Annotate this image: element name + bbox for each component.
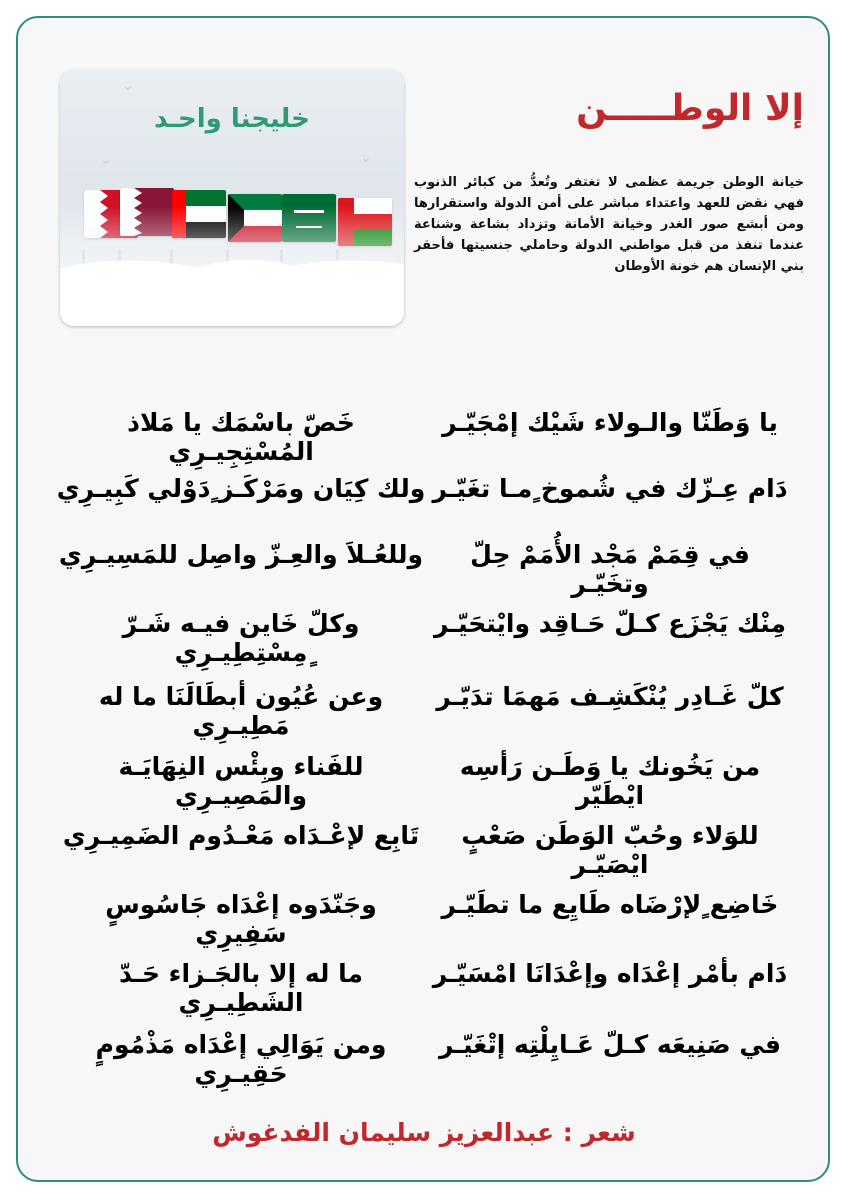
verse-right-hemistich: للوَلاء وحُبّ الوَطَن صَعْبٍ ايْصَيّـر — [461, 821, 759, 879]
verse-left-hemistich: للفَناء وبِئْس النِهَايَـة والمَصِيـرِي — [118, 752, 364, 810]
verse-row — [40, 1030, 808, 1088]
verse-right-hemistich: يا وَطَنّا والـولاء شَيْك إمْجَيّـر — [442, 408, 778, 437]
gulf-unity-banner — [60, 70, 404, 326]
banner-title: خليجنا واحـد — [154, 104, 310, 134]
bird-icon: ⌄ — [360, 150, 372, 166]
verse-left-hemistich: وجَنّدَوه إعْدَاه جَاسُوسٍ سَفِيرِي — [105, 890, 377, 948]
bird-icon: ⌄ — [100, 152, 112, 168]
verse-right-hemistich: في صَنِيعَه كـلّ عَـايِلْتِه إتْغَيّـر — [438, 1030, 782, 1059]
verse-left-hemistich: ولك كِيَان ومَرْكَـز ٍدَوْلي كَبِيـرِي — [56, 474, 426, 503]
verse-row — [40, 609, 808, 667]
intro-paragraph: خيانة الوطن جريمة عظمى لا تغتفر وتُعدُّ من كبائر الذنوب فهي نقض للعهد واعتداء مباشر على أمن الدولة واستقرارها ومن أبشع صور الغدر وخيانة الأمانة وتزداد بشاعة وشناعة عندما تنفذ من قبل مواطني الدولة وحاملي جنسيتها فأحقر بني الإنسان هم خونة الأوطان — [414, 175, 804, 274]
page-title: إلا الوطـــــن — [576, 88, 804, 129]
verse-right-hemistich: مِنْك يَجْزَع كـلّ حَـاقِد وايْتحَيّـر — [434, 609, 786, 638]
verse-row — [40, 682, 808, 740]
verse-left-hemistich: خَصّ باسْمَك يا مَلاذ المُسْتِجِيـرِي — [127, 408, 355, 466]
verse-right-hemistich: خَاضِع ٍلإرْضَاه طَايِع ما تطَيّـر — [441, 890, 779, 919]
verse-right-hemistich: دَام بأمْر إعْدَاه وإعْدَانَا امْسَيّـر — [432, 959, 788, 988]
verse-left-hemistich: تَابِع لإعْـدَاه مَعْـدُوم الضَمِيـرِي — [62, 821, 420, 850]
verse-right-hemistich: من يَخُونك يا وَطَـن رَأسِه ايْطَيّر — [459, 752, 761, 810]
verse-row — [40, 540, 808, 598]
verse-row — [40, 474, 808, 514]
bird-icon: ⌄ — [122, 78, 134, 94]
verse-left-hemistich: وكلّ خَاين فيـه شَـرّ ٍمِسْتِطِيـرِي — [122, 609, 360, 667]
clouds-decoration — [60, 206, 404, 326]
verse-row — [40, 959, 808, 1017]
poet-credit: شعر : عبدالعزيز سليمان الفدغوش — [212, 1118, 636, 1147]
verse-right-hemistich: دَام عِـزّك في شُموخ ٍمـا تغَيّـر — [432, 474, 788, 503]
verse-right-hemistich: كلّ غَـادِر يُنْكَشِـف مَهمَا تدَيّـر — [436, 682, 784, 711]
verse-left-hemistich: ومن يَوَالِي إعْدَاه مَذْمُومٍ حَقِيـرِي — [95, 1030, 387, 1088]
verse-row — [40, 752, 808, 810]
verse-right-hemistich: في قِمَمْ مَجْد الأُمَمْ حِلّ وتخَيّـر — [470, 540, 750, 598]
verse-row — [40, 408, 808, 466]
verse-left-hemistich: ما له إلا بالجَـزاء حَـدّ الشَطِيـرِي — [118, 959, 364, 1017]
verse-left-hemistich: وللعُـلاَ والعِـزّ واصِل للمَسِيـرِي — [58, 540, 424, 569]
verse-row — [40, 821, 808, 879]
verse-left-hemistich: وعن عُيُون أبطَالَنَا ما له مَطِيـرِي — [98, 682, 384, 740]
verse-row — [40, 890, 808, 948]
